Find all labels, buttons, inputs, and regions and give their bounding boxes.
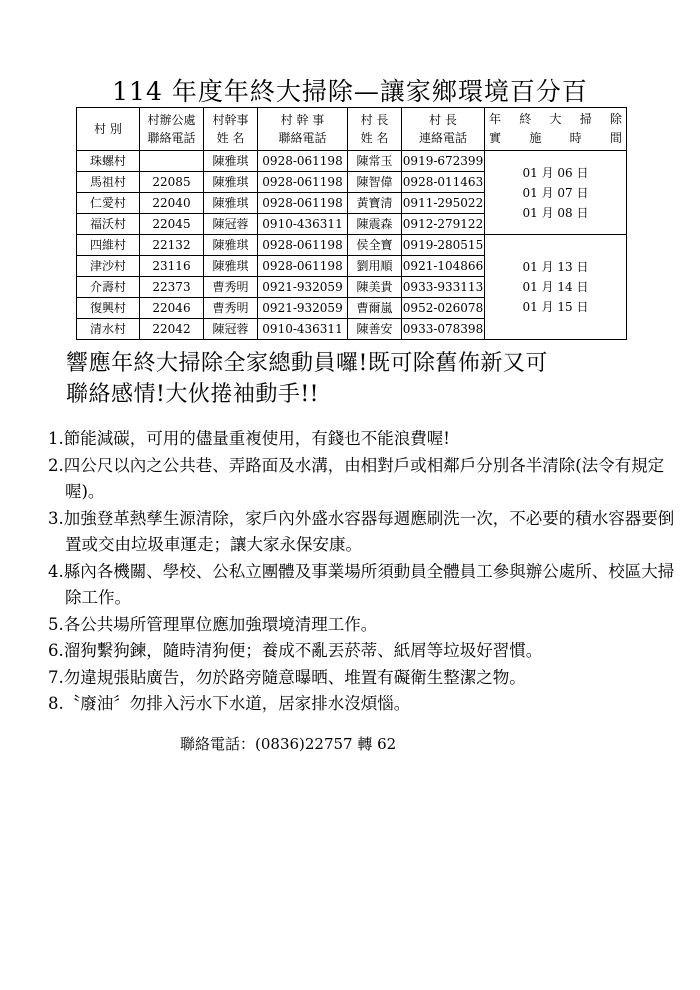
schedule-dates-group-1: 01 月 06 日 01 月 07 日 01 月 08 日 — [485, 151, 627, 235]
chief-phone-cell: 0933-933113 — [402, 277, 485, 298]
village-cell: 介壽村 — [77, 277, 140, 298]
header-office-phone: 村辦公處 聯絡電話 — [140, 108, 204, 151]
chief-phone-cell: 0919-280515 — [402, 235, 485, 256]
chief-phone-cell: 0919-672399 — [402, 151, 485, 172]
callout-text — [66, 348, 666, 410]
contact-phone: 聯絡電話：(0836)22757 轉 62 — [180, 735, 397, 753]
staff-phone-cell: 0910-436311 — [258, 214, 348, 235]
village-cell: 珠螺村 — [77, 151, 140, 172]
staff-phone-cell: 0928-061198 — [258, 151, 348, 172]
header-staff-phone: 村 幹 事 聯絡電話 — [258, 108, 348, 151]
table-header-row — [77, 108, 627, 151]
rule-item: 3.加強登革熱孳生源清除，家戶內外盛水容器每週應刷洗一次，不必要的積水容器要倒置或交由垃圾車運走；讓大家永保安康。 — [48, 508, 675, 554]
staff-phone-cell: 0910-436311 — [258, 319, 348, 340]
village-cell: 仁愛村 — [77, 193, 140, 214]
village-cell: 福沃村 — [77, 214, 140, 235]
staff-phone-cell: 0928-061198 — [258, 256, 348, 277]
village-cell: 四維村 — [77, 235, 140, 256]
chief-name-cell: 陳美貴 — [348, 277, 402, 298]
rule-item: 8.〝廢油〞勿排入污水下水道，居家排水沒煩惱。 — [48, 694, 411, 713]
chief-name-cell: 陳智偉 — [348, 172, 402, 193]
table-row — [77, 151, 627, 172]
staff-phone-cell: 0928-061198 — [258, 172, 348, 193]
schedule-table — [76, 107, 627, 340]
rule-item: 7.勿違規張貼廣告，勿於路旁隨意曝晒、堆置有礙衛生整潔之物。 — [48, 667, 526, 687]
staff-phone-cell: 0928-061198 — [258, 193, 348, 214]
rule-item: 4.縣內各機關、學校、公私立團體及事業場所須動員全體員工參與辦公處所、校區大掃除工作。 — [48, 561, 675, 607]
village-cell: 清水村 — [77, 319, 140, 340]
office-phone-cell: 22042 — [140, 319, 204, 340]
staff-phone-cell: 0921-932059 — [258, 277, 348, 298]
chief-name-cell: 侯全寶 — [348, 235, 402, 256]
office-phone-cell: 22132 — [140, 235, 204, 256]
schedule-dates-group-2: 01 月 13 日 01 月 14 日 01 月 15 日 — [485, 235, 627, 340]
staff-name-cell: 曹秀明 — [204, 277, 258, 298]
staff-phone-cell: 0921-932059 — [258, 298, 348, 319]
chief-phone-cell: 0911-295022 — [402, 193, 485, 214]
callout-line: 響應年終大掃除全家總動員囉!既可除舊佈新又可 — [66, 351, 548, 376]
rule-item: 2.四公尺以內之公共巷、弄路面及水溝，由相對戶或相鄰戶分別各半清除(法令有規定喔)。 — [48, 455, 665, 501]
staff-name-cell: 陳冠蓉 — [204, 214, 258, 235]
staff-name-cell: 陳雅琪 — [204, 151, 258, 172]
chief-phone-cell: 0952-026078 — [402, 298, 485, 319]
staff-name-cell: 陳雅琪 — [204, 256, 258, 277]
chief-phone-cell: 0933-078398 — [402, 319, 485, 340]
header-chief-name: 村 長 姓 名 — [348, 108, 402, 151]
office-phone-cell: 23116 — [140, 256, 204, 277]
staff-name-cell: 陳雅琪 — [204, 172, 258, 193]
office-phone-cell: 22045 — [140, 214, 204, 235]
chief-name-cell: 劉用順 — [348, 256, 402, 277]
header-village: 村 別 — [77, 108, 140, 151]
callout-line: 聯絡感情!大伙捲袖動手!! — [66, 382, 320, 407]
rule-item: 5.各公共場所管理單位應加強環境清理工作。 — [48, 614, 378, 634]
header-staff-name: 村幹事 姓 名 — [204, 108, 258, 151]
staff-phone-cell: 0928-061198 — [258, 235, 348, 256]
chief-name-cell: 陳善安 — [348, 319, 402, 340]
village-cell: 馬祖村 — [77, 172, 140, 193]
chief-name-cell: 陳常玉 — [348, 151, 402, 172]
table-row — [77, 235, 627, 256]
chief-name-cell: 曹爾嵐 — [348, 298, 402, 319]
rules-list — [48, 426, 678, 718]
chief-phone-cell: 0928-011463 — [402, 172, 485, 193]
chief-name-cell: 黃寶清 — [348, 193, 402, 214]
rule-item: 6.溜狗繫狗鍊，隨時清狗便；養成不亂丟菸蒂、紙屑等垃圾好習慣。 — [48, 641, 543, 660]
office-phone-cell: 22085 — [140, 172, 204, 193]
village-cell: 復興村 — [77, 298, 140, 319]
chief-phone-cell: 0912-279122 — [402, 214, 485, 235]
office-phone-cell — [140, 151, 204, 172]
office-phone-cell: 22046 — [140, 298, 204, 319]
staff-name-cell: 陳雅琪 — [204, 235, 258, 256]
rule-item: 1.節能減碳，可用的儘量重複使用，有錢也不能浪費喔! — [48, 429, 450, 448]
office-phone-cell: 22040 — [140, 193, 204, 214]
staff-name-cell: 陳雅琪 — [204, 193, 258, 214]
village-cell: 津沙村 — [77, 256, 140, 277]
staff-name-cell: 陳冠蓉 — [204, 319, 258, 340]
office-phone-cell: 22373 — [140, 277, 204, 298]
chief-name-cell: 陳震森 — [348, 214, 402, 235]
chief-phone-cell: 0921-104866 — [402, 256, 485, 277]
page-title: 114 年度年終大掃除—讓家鄉環境百分百 — [112, 77, 588, 106]
header-chief-phone: 村 長 連絡電話 — [402, 108, 485, 151]
staff-name-cell: 曹秀明 — [204, 298, 258, 319]
header-schedule: 年 終 大 掃 除 實 施 時 間 — [485, 108, 627, 151]
